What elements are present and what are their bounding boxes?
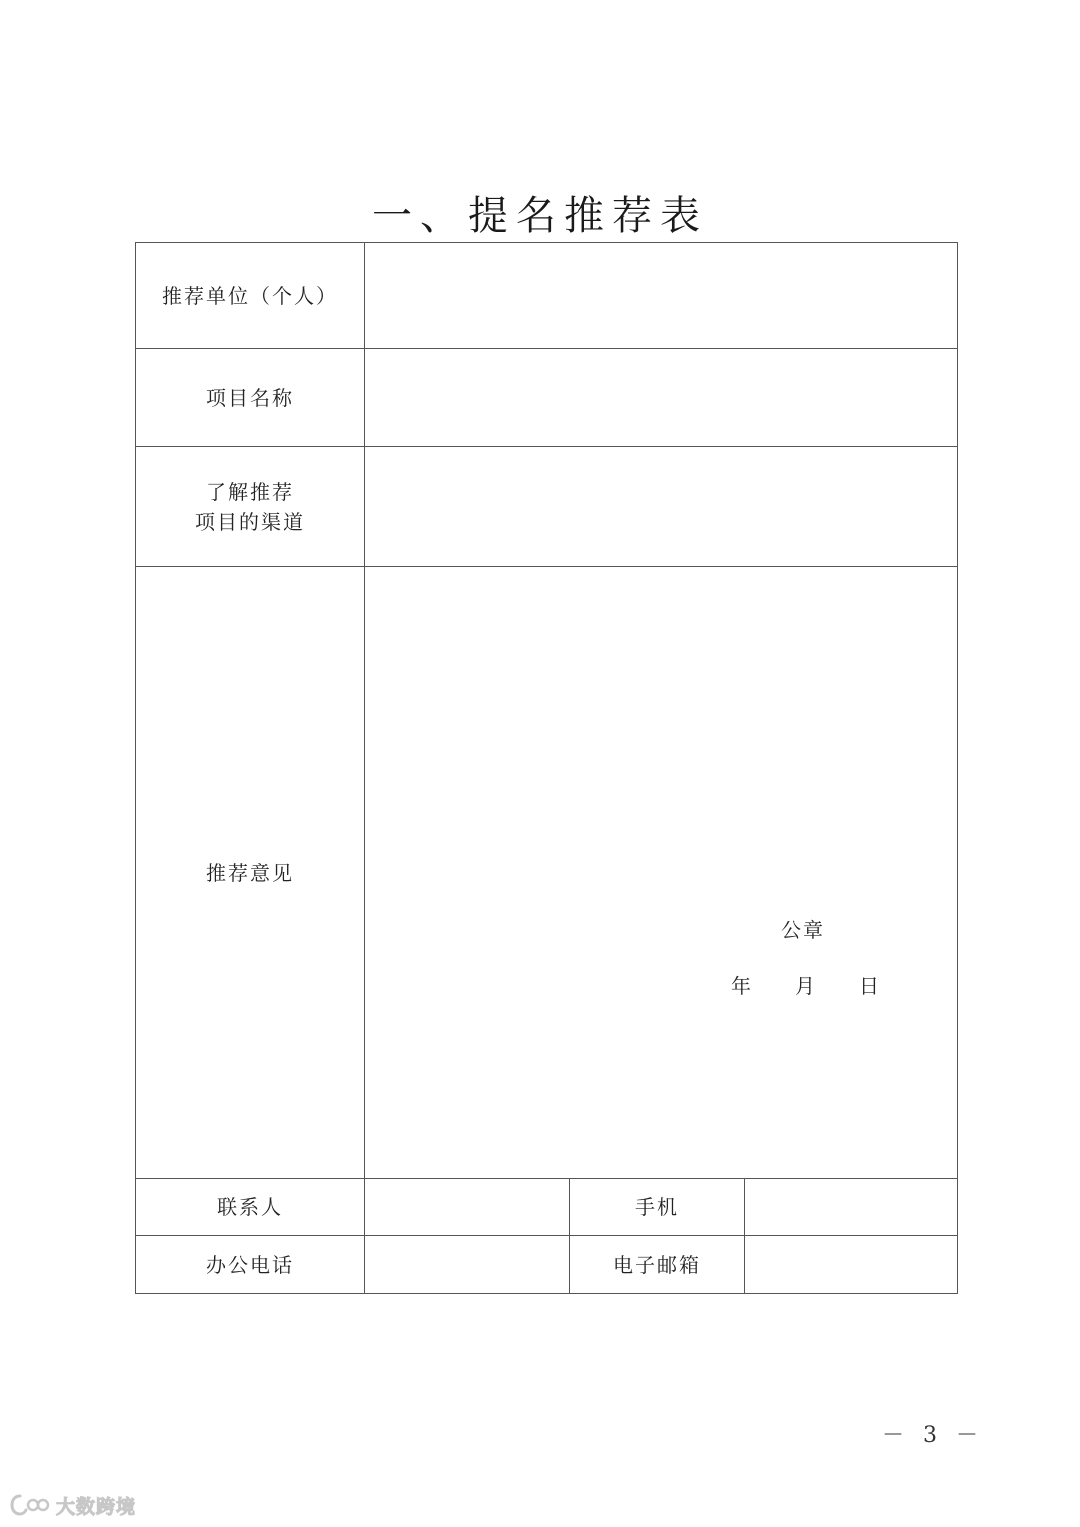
office-phone-value-cell[interactable] xyxy=(365,1236,570,1294)
recommender-row xyxy=(136,243,958,349)
watermark-text: 大数跨境 xyxy=(56,1495,137,1518)
channel-label-line2: 项目的渠道 xyxy=(195,509,305,534)
mobile-label: 手机 xyxy=(570,1179,745,1236)
project-name-value-cell[interactable] xyxy=(365,349,958,447)
contact-person-value-cell[interactable] xyxy=(365,1179,570,1236)
office-contact-row xyxy=(136,1236,958,1294)
seal-label: 公章 xyxy=(781,918,825,942)
contact-row xyxy=(136,1179,958,1236)
date-line xyxy=(731,971,879,1001)
channel-label-line1: 了解推荐 xyxy=(206,479,294,504)
opinion-label: 推荐意见 xyxy=(136,567,365,1179)
office-phone-label: 办公电话 xyxy=(136,1236,365,1294)
date-year-label: 年 xyxy=(731,974,751,998)
logo-icon xyxy=(10,1492,50,1518)
email-label: 电子邮箱 xyxy=(570,1236,745,1294)
date-month-label: 月 xyxy=(795,974,815,998)
page-title: 一、提名推荐表 xyxy=(372,193,708,239)
mobile-value-cell[interactable] xyxy=(745,1179,958,1236)
watermark xyxy=(10,1490,136,1520)
date-day-label: 日 xyxy=(859,974,879,998)
channel-row xyxy=(136,447,958,567)
email-value-cell[interactable] xyxy=(745,1236,958,1294)
opinion-value-cell[interactable] xyxy=(365,567,958,1179)
page-number: － 3 － xyxy=(882,1423,984,1448)
channel-value-cell[interactable] xyxy=(365,447,958,567)
project-name-label: 项目名称 xyxy=(136,349,365,447)
opinion-row xyxy=(136,567,958,1179)
nomination-form-table xyxy=(135,242,958,1294)
recommender-value-cell[interactable] xyxy=(365,243,958,349)
recommender-label: 推荐单位（个人） xyxy=(136,243,365,349)
contact-person-label: 联系人 xyxy=(136,1179,365,1236)
channel-label xyxy=(136,447,365,567)
project-name-row xyxy=(136,349,958,447)
